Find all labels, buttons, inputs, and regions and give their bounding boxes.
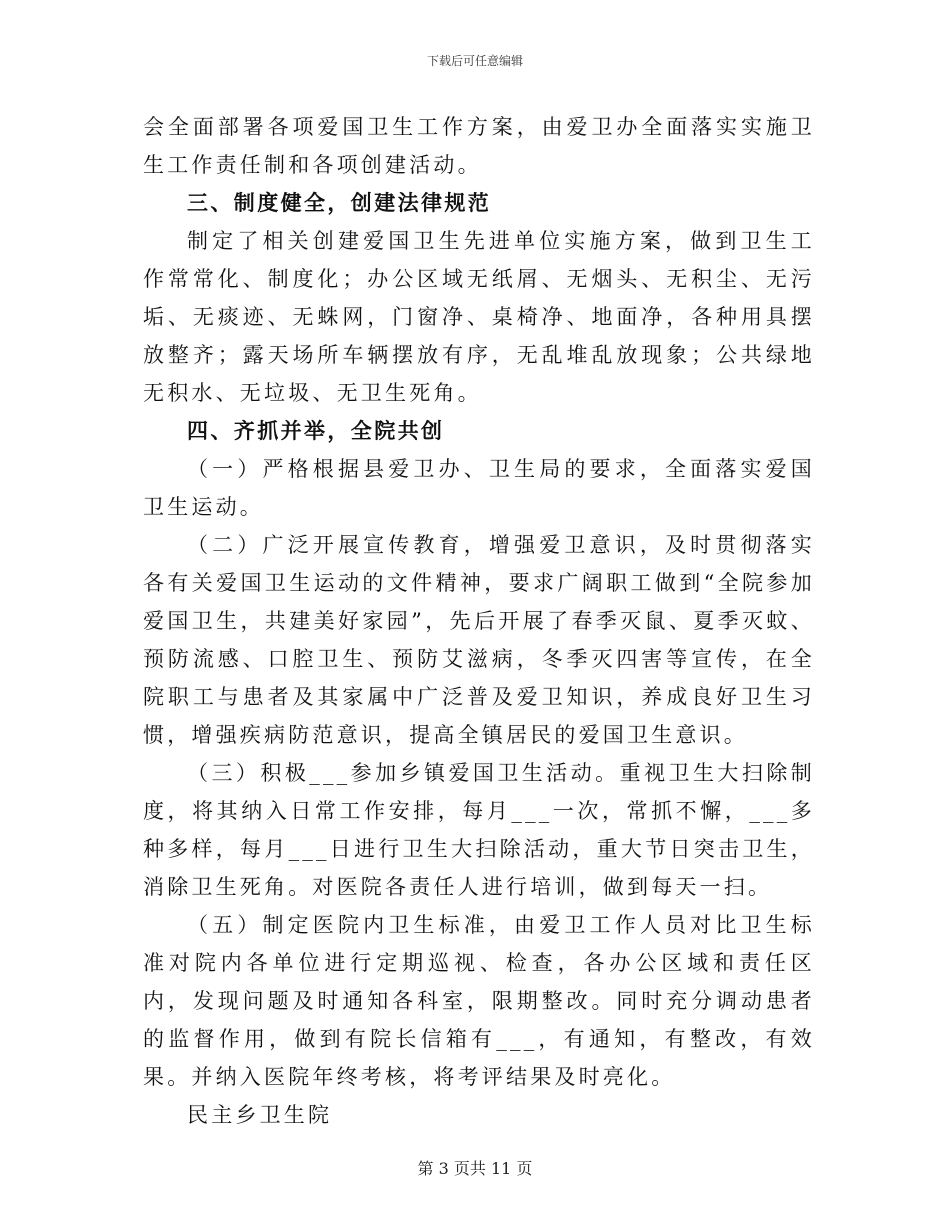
section-heading-3: 三、制度健全，创建法律规范 [187, 190, 492, 215]
paragraph-continuation: 会全面部署各项爱国卫生工作方案，由爱卫办全面落实实施卫生工作责任制和各项创建活动。 [143, 115, 815, 177]
page-number: 第 3 页共 11 页 [417, 1159, 533, 1178]
paragraph-item-5: （五）制定医院内卫生标准，由爱卫工作人员对比卫生标准对院内各单位进行定期巡视、检查，各办公区域和责任区内，发现问题及时通知各科室，限期整改。同时充分调动患者的监督作用，做到有院长信箱有___，有通知，有整改，有效果。并纳入医院年终考核，将考评结果及时亮化。 [143, 913, 815, 1089]
paragraph-item-3: （三）积极___参加乡镇爱国卫生活动。重视卫生大扫除制度，将其纳入日常工作安排，每月___一次，常抓不懈，___多种多样，每月___日进行卫生大扫除活动，重大节日突击卫生，消除卫生死角。对医院各责任人进行培训，做到每天一扫。 [143, 761, 815, 899]
document-body [143, 108, 815, 1134]
section-heading-4: 四、齐抓并举，全院共创 [187, 418, 445, 443]
paragraph-system: 制定了相关创建爱国卫生先进单位实施方案，做到卫生工作常常化、制度化；办公区域无纸屑、无烟头、无积尘、无污垢、无痰迹、无蛛网，门窗净、桌椅净、地面净，各种用具摆放整齐；露天场所车辆摆放有序，无乱堆乱放现象；公共绿地无积水、无垃圾、无卫生死角。 [143, 229, 815, 405]
paragraph-item-1: （一）严格根据县爱卫办、卫生局的要求，全面落实爱国卫生运动。 [143, 457, 815, 519]
page-header-note: 下载后可任意编辑 [426, 54, 523, 68]
paragraph-item-2: （二）广泛开展宣传教育，增强爱卫意识，及时贯彻落实各有关爱国卫生运动的文件精神，要求广阔职工做到“全院参加爱国卫生，共建美好家园”，先后开展了春季灭鼠、夏季灭蚊、预防流感、口腔卫生、预防艾滋病，冬季灭四害等宣传，在全院职工与患者及其家属中广泛普及爱卫知识，养成良好卫生习惯，增强疾病防范意识，提高全镇居民的爱国卫生意识。 [143, 533, 815, 747]
signature: 民主乡卫生院 [187, 1103, 333, 1127]
